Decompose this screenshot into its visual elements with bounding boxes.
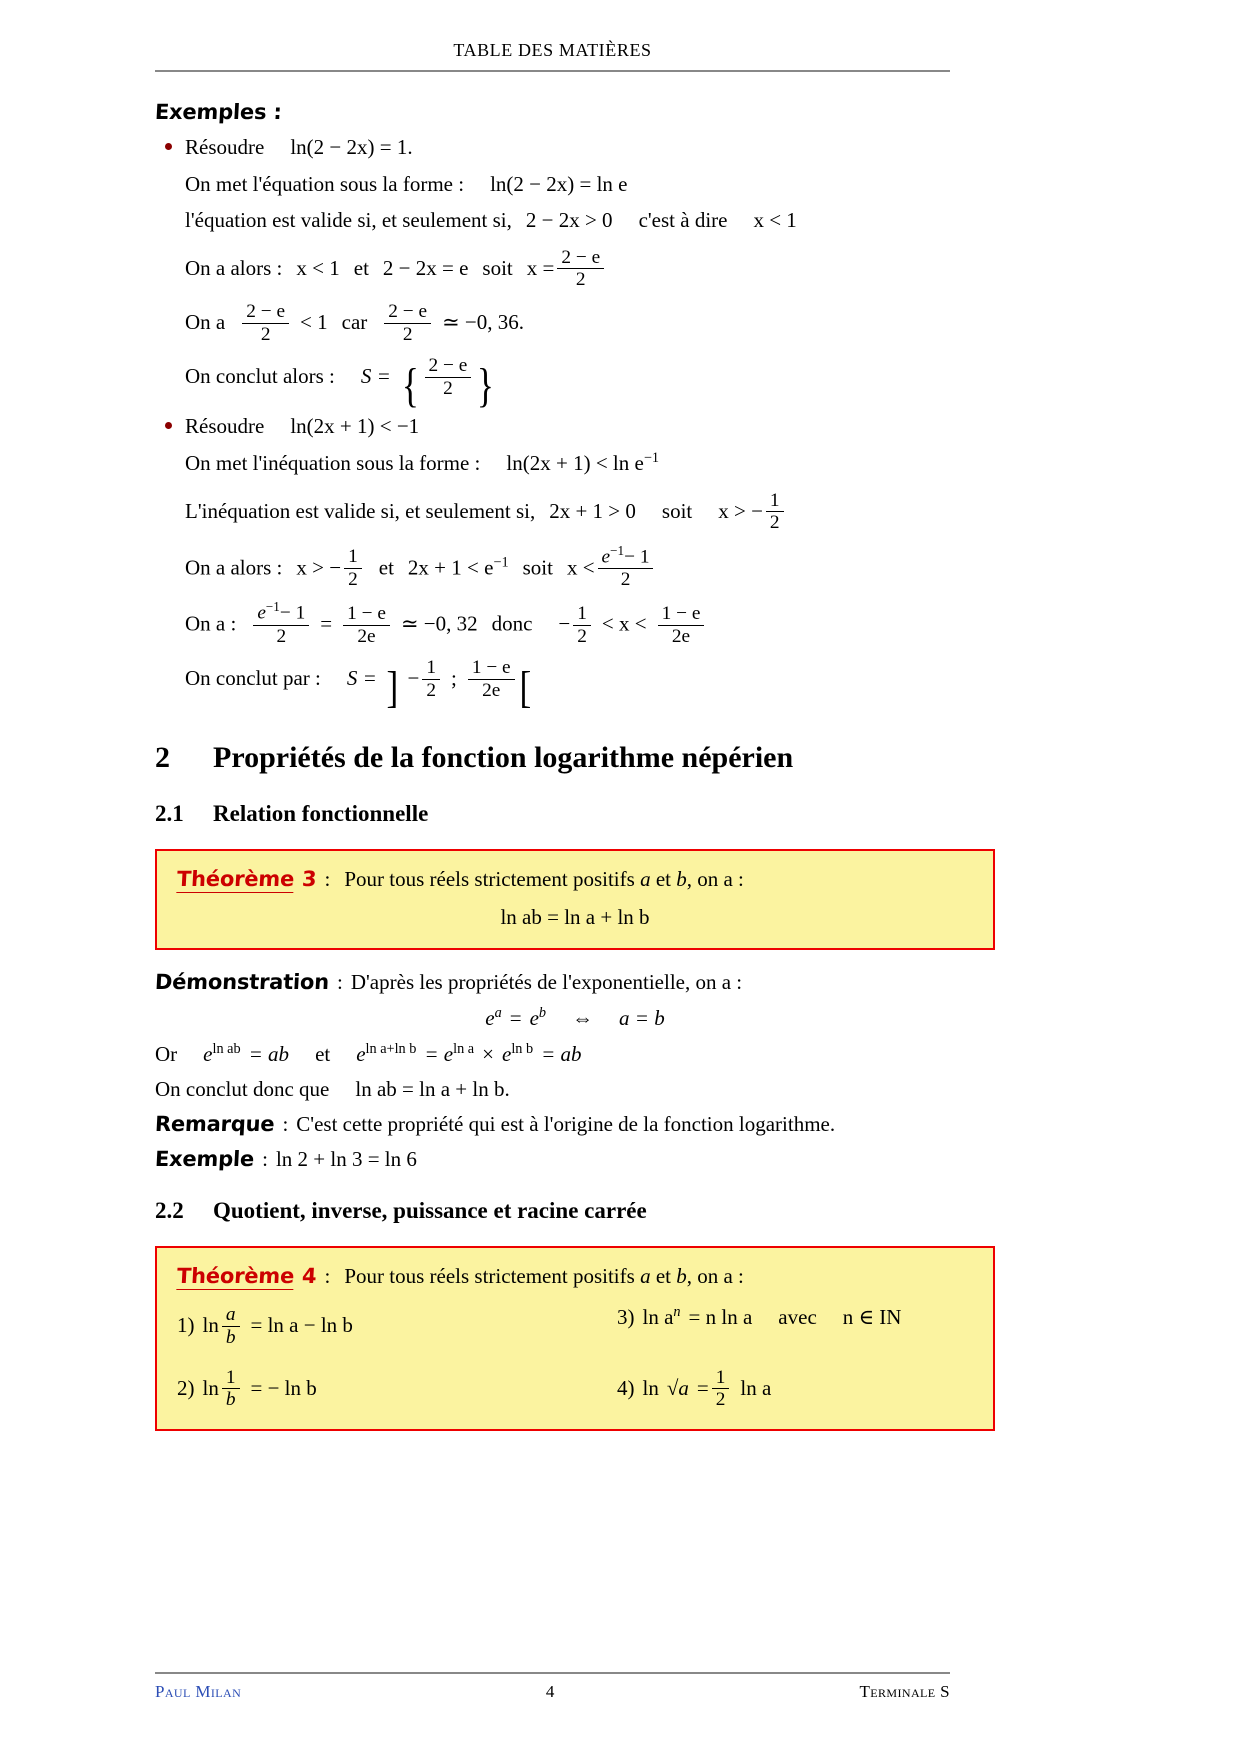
subsection-heading-2-1: 2.1 Relation fonctionnelle bbox=[155, 801, 429, 827]
demonstration-conclusion: On conclut donc que ln ab = ln a + ln b. bbox=[155, 1077, 510, 1102]
demonstration-label: Démonstration bbox=[154, 970, 330, 995]
subsection-heading-2-2: 2.2 Quotient, inverse, puissance et racine carrée bbox=[155, 1198, 647, 1224]
fraction: $\frac{1}{2}$ bbox=[712, 1367, 730, 1411]
right-brace: } bbox=[477, 360, 495, 413]
header-rule bbox=[155, 70, 950, 72]
footer-page-number: 4 bbox=[545, 1682, 555, 1701]
demonstration-or-line: Or $e^{ln ab}$ = ab et $e^{ln a+ln b} = e^{ln a} \times e^{ln b}$ = ab bbox=[155, 1041, 582, 1067]
theorem-4-item-3: 3) $\ln a^n = n$ ln a avec n ∈ IN bbox=[617, 1304, 902, 1330]
demonstration-equation: $e^a = e^b$ ⇔ a = b bbox=[485, 1005, 665, 1031]
theorem-4-item-1: 1) ln $\frac{a}{b}$ = ln a − ln b bbox=[177, 1304, 353, 1349]
fraction: $\frac{2 - e}{2}$ bbox=[557, 247, 604, 291]
example2-line3: On a alors : x > − $\frac{1}{2}$ et $2x + 1 < e^{-1}$ soit x < $\frac{e^{-1}- 1}{2}$ bbox=[185, 544, 995, 591]
footer-level: Terminale S bbox=[859, 1682, 950, 1701]
theorem-3-box bbox=[155, 849, 995, 950]
fraction: $\frac{1 - e}{2e}$ bbox=[658, 603, 705, 647]
fraction: $\frac{1}{b}$ bbox=[222, 1367, 240, 1411]
section-heading-2: 2 Propriétés de la fonction logarithme népérien bbox=[155, 741, 794, 775]
example2-line1: On met l'inéquation sous la forme : $\ln(2x + 1) < \ln e^{-1}$ bbox=[185, 449, 660, 475]
remark-label: Remarque bbox=[154, 1112, 276, 1137]
example2-line4: On a : $\frac{e^{-1}- 1}{2}$ = $\frac{1 - e}{2e}$ ≃ −0, 32 donc − $\frac{1}{2}$ < x < $\frac{1 - e}{2e}$ bbox=[185, 600, 995, 647]
example-item-2 bbox=[155, 410, 995, 712]
example1-line1: On met l'équation sous la forme : ln(2 − 2x) = ln e bbox=[185, 171, 628, 196]
bullet-icon bbox=[165, 143, 172, 150]
fraction: $\frac{1}{2}$ bbox=[573, 603, 591, 647]
theorem-4-properties bbox=[177, 1304, 973, 1411]
example-label: Exemple bbox=[154, 1147, 255, 1172]
fraction: $\frac{e^{-1}- 1}{2}$ bbox=[598, 544, 654, 591]
theorem-4-header: Théorème 4 : Pour tous réels strictement positifs a et b, on a : bbox=[176, 1264, 744, 1289]
footer-author: Paul Milan bbox=[155, 1682, 242, 1701]
interval-open-left: ] bbox=[386, 662, 399, 712]
example-line: Exemple : ln 2 + ln 3 = ln 6 bbox=[154, 1147, 417, 1172]
interval-open-right: [ bbox=[519, 662, 531, 712]
fraction: $\frac{2 - e}{2}$ bbox=[384, 301, 431, 345]
fraction: $\frac{1 - e}{2e}$ bbox=[343, 603, 390, 647]
example2-line2: L'inéquation est valide si, et seulement si, 2x + 1 > 0 soit x > − $\frac{1}{2}$ bbox=[185, 490, 995, 534]
theorem-4-box bbox=[155, 1246, 995, 1431]
theorem-label: Théorème bbox=[176, 867, 295, 892]
demonstration-intro: Démonstration : D'après les propriétés de l'exponentielle, on a : bbox=[154, 970, 743, 995]
theorem-3-header: Théorème 3 : Pour tous réels strictement positifs a et b, on a : bbox=[176, 867, 744, 892]
footer-rule bbox=[155, 1672, 950, 1674]
fraction: $\frac{1}{2}$ bbox=[422, 657, 440, 701]
page-footer bbox=[155, 1682, 950, 1702]
fraction: $\frac{e^{-1}- 1}{2}$ bbox=[253, 600, 309, 647]
page-content bbox=[155, 100, 995, 1451]
example-item-1 bbox=[155, 131, 995, 413]
bullet-icon bbox=[165, 422, 172, 429]
fraction: $\frac{2 - e}{2}$ bbox=[425, 355, 472, 399]
example1-line3: On a alors : x < 1 et 2 − 2x = e soit x = $\frac{2 - e}{2}$ bbox=[185, 247, 995, 291]
remark-line: Remarque : C'est cette propriété qui est à l'origine de la fonction logarithme. bbox=[154, 1112, 836, 1137]
example1-line5: On conclut alors : S = { $\frac{2 - e}{2}$ } bbox=[185, 355, 495, 413]
theorem-3-equation: ln ab = ln a + ln b bbox=[500, 905, 650, 930]
fraction: $\frac{1}{2}$ bbox=[766, 490, 784, 534]
example2-line5: On conclut par : S = ] − $\frac{1}{2}$ ; $\frac{1 - e}{2e}$ [ bbox=[185, 657, 531, 712]
fraction: $\frac{1}{2}$ bbox=[344, 546, 362, 590]
page-header: TABLE DES MATIÈRES bbox=[453, 40, 652, 60]
examples-label: Exemples : bbox=[154, 100, 283, 124]
fraction: $\frac{2 - e}{2}$ bbox=[242, 301, 289, 345]
example1-line2: l'équation est valide si, et seulement si, 2 − 2x > 0 c'est à dire x < 1 bbox=[185, 208, 797, 233]
example1-line4: On a $\frac{2 - e}{2}$ < 1 car $\frac{2 - e}{2}$ ≃ −0, 36. bbox=[185, 300, 524, 345]
fraction: $\frac{1 - e}{2e}$ bbox=[468, 657, 515, 701]
theorem-label: Théorème bbox=[176, 1264, 295, 1289]
examples-list bbox=[155, 131, 995, 712]
theorem-number: 4 bbox=[301, 1264, 318, 1289]
theorem-number: 3 bbox=[301, 867, 318, 892]
example1-statement: Résoudre ln(2 − 2x) = 1. bbox=[185, 135, 413, 159]
fraction: $\frac{a}{b}$ bbox=[222, 1304, 240, 1348]
example2-statement: Résoudre ln(2x + 1) < −1 bbox=[185, 414, 420, 439]
theorem-4-item-2: 2) ln $\frac{1}{b}$ = − ln b bbox=[177, 1366, 317, 1411]
theorem-4-item-4: 4) ln √a = $\frac{1}{2}$ ln a bbox=[617, 1366, 772, 1411]
left-brace: { bbox=[401, 360, 419, 413]
